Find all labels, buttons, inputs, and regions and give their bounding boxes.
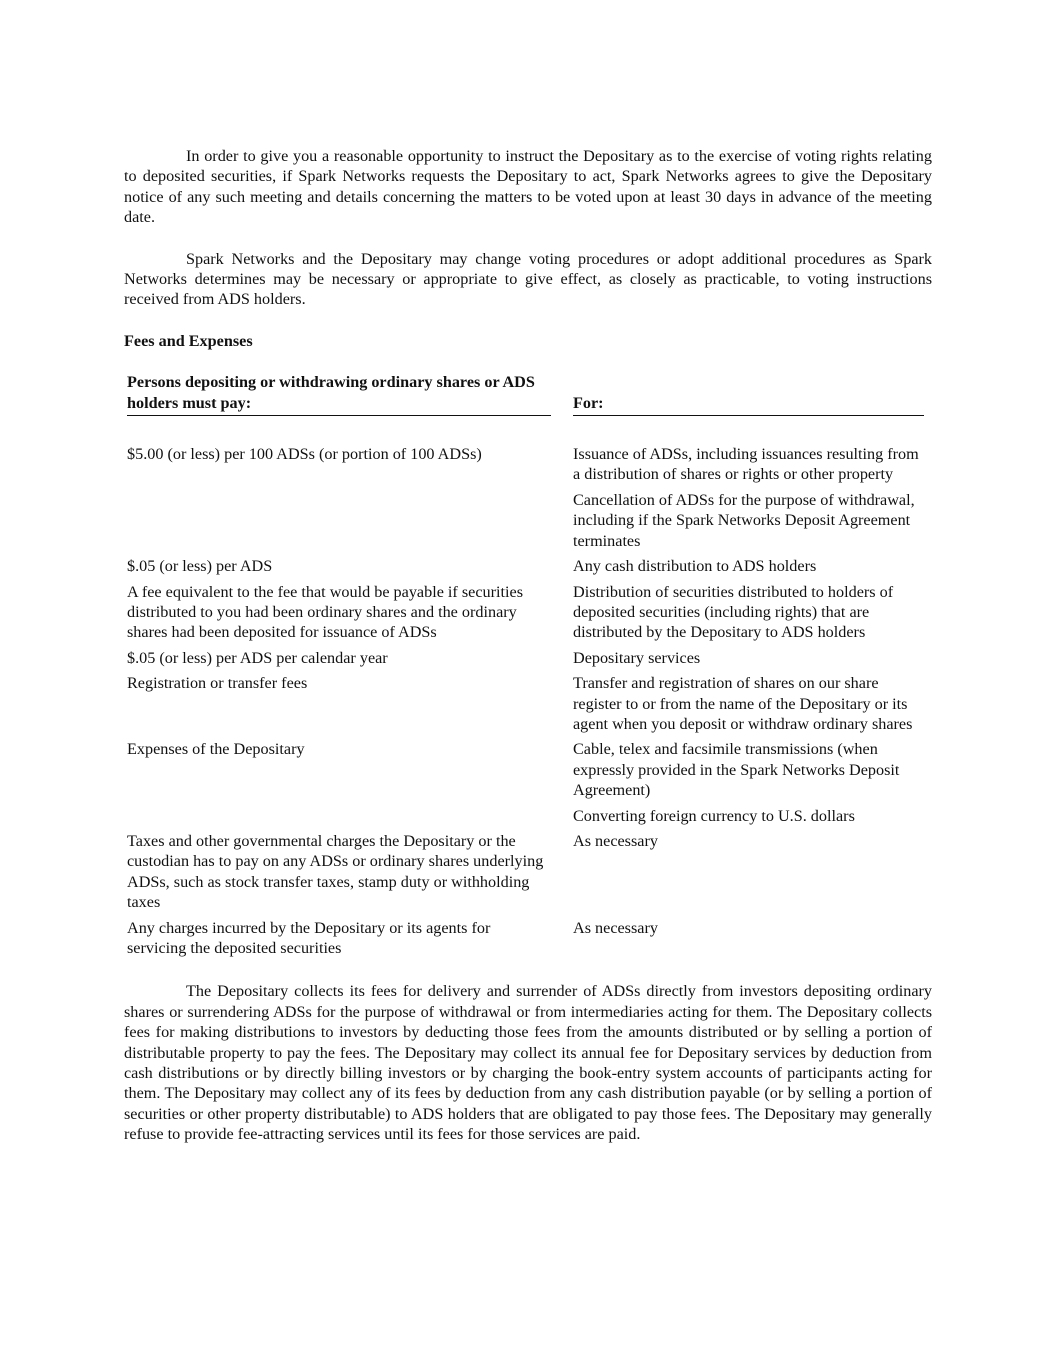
fee-purpose-cell (573, 831, 924, 913)
table-row (127, 444, 924, 551)
fee-amount-cell: $.05 (or less) per ADS per calendar year (127, 648, 388, 667)
fee-purpose-item: Cable, telex and facsimile transmissions (when expressly provided in the Spark Networks Deposit Agreement) (573, 740, 900, 800)
fee-purpose-cell (573, 648, 924, 668)
fee-collection-paragraph: The Depositary collects its fees for delivery and surrender of ADSs directly from investors depositing ordinary shares or surrendering ADSs for the purpose of withdrawal or from intermediaries acting for them. The Depositary collects fees for making distributions to investors by deducting those fees from the amounts distributed or by selling a portion of distributable property to pay the fees. The Depositary may collect its annual fee for Depositary services by deduction from cash distributions or by directly billing investors or by charging the book-entry system accounts of participants acting for them. The Depositary may collect any of its fees by deduction from any cash distribution payable (or by selling a portion of securities or other property distributable) to ADS holders that are obligated to pay those fees. The Depositary may generally refuse to provide fee-attracting services until its fees for those services are paid. (124, 982, 932, 1144)
fee-purpose-cell (573, 739, 924, 826)
fee-purpose-cell (573, 673, 924, 734)
fee-amount-cell: $.05 (or less) per ADS (127, 557, 273, 576)
fee-amount-cell: A fee equivalent to the fee that would be payable if securities distributed to you had been ordinary shares and the ordinary shares had been deposited for issuance of ADSs (127, 582, 523, 642)
voting-notice-paragraph: In order to give you a reasonable opportunity to instruct the Depositary as to the exercise of voting rights relating to deposited securities, if Spark Networks requests the Depositary to act, Spark Networks agrees to give the Depositary notice of any such meeting and details concerning the matters to be voted upon at least 30 days in advance of the meeting date. (124, 147, 932, 227)
fees-table (127, 372, 924, 958)
fee-purpose-cell (573, 918, 924, 959)
table-row (127, 556, 924, 576)
fee-amount-cell: Any charges incurred by the Depositary or its agents for servicing the deposited securities (127, 918, 491, 957)
document-page (124, 146, 932, 1145)
voting-procedures-paragraph: Spark Networks and the Depositary may change voting procedures or adopt additional procedures as Spark Networks determines may be necessary or appropriate to give effect, as closely as practicable, to voting instructions received from ADS holders. (124, 249, 932, 309)
fee-amount-cell: Expenses of the Depositary (127, 740, 305, 759)
table-row (127, 918, 924, 959)
fee-purpose-item: Distribution of securities distributed to holders of deposited securities (including rights) that are distributed by the Depositary to ADS holders (573, 582, 894, 642)
fee-purpose-item: Depositary services (573, 648, 701, 667)
fee-amount-cell: Taxes and other governmental charges the Depositary or the custodian has to pay on any ADSs or ordinary shares underlying ADSs, such as stock transfer taxes, stamp duty or withholding taxes (127, 831, 544, 912)
fee-purpose-cell (573, 582, 924, 643)
header-for: For: (573, 393, 924, 416)
fees-and-expenses-heading: Fees and Expenses (124, 331, 253, 350)
fee-purpose-item: Converting foreign currency to U.S. dollars (573, 806, 855, 825)
header-who-pays: Persons depositing or withdrawing ordinary shares or ADS holders must pay: (127, 372, 551, 416)
fee-purpose-cell (573, 556, 924, 576)
fee-amount-cell: $5.00 (or less) per 100 ADSs (or portion of 100 ADSs) (127, 445, 482, 464)
fee-purpose-item: As necessary (573, 831, 658, 850)
fee-purpose-item: Any cash distribution to ADS holders (573, 557, 817, 576)
table-row (127, 582, 924, 643)
fee-purpose-item: Transfer and registration of shares on our share register to or from the name of the Depositary or its agent when you deposit or withdraw ordinary shares (573, 674, 913, 733)
fees-table-header (127, 372, 924, 416)
fee-purpose-item: Issuance of ADSs, including issuances resulting from a distribution of shares or rights or other property (573, 445, 919, 484)
table-row (127, 831, 924, 913)
table-row (127, 648, 924, 668)
fee-purpose-item: As necessary (573, 918, 658, 937)
fee-purpose-item: Cancellation of ADSs for the purpose of withdrawal, including if the Spark Networks Deposit Agreement terminates (573, 490, 915, 550)
fee-amount-cell: Registration or transfer fees (127, 674, 308, 693)
table-row (127, 673, 924, 734)
fee-purpose-cell (573, 444, 924, 551)
table-row (127, 739, 924, 826)
fees-table-body (127, 444, 924, 958)
